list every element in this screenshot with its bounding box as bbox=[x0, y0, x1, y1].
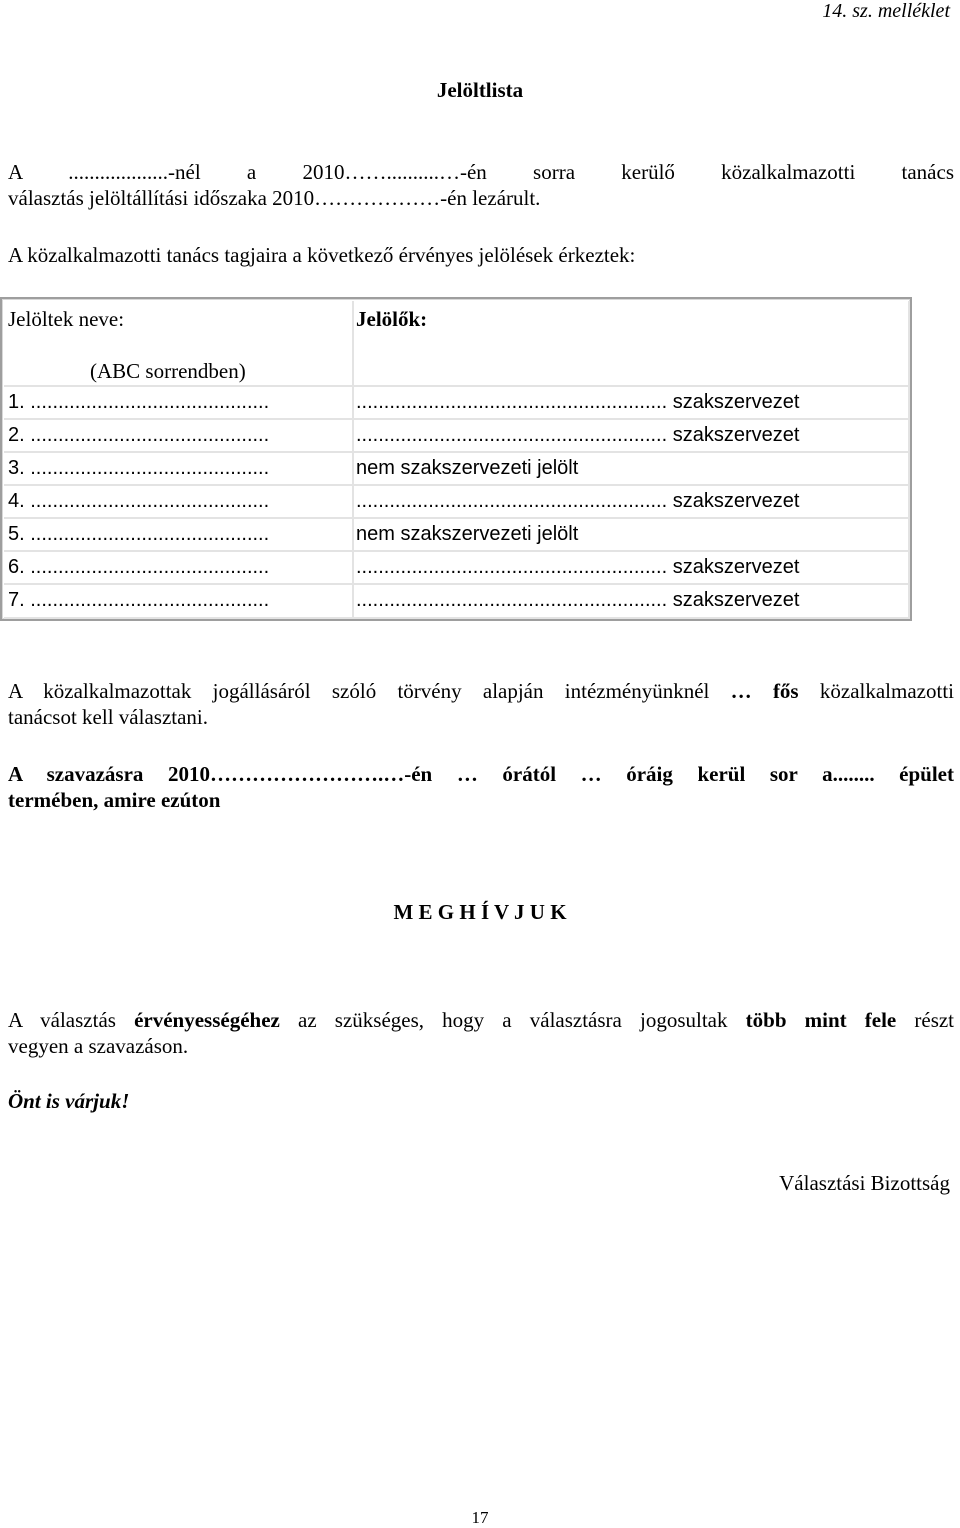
header-cell-nominators bbox=[354, 301, 910, 387]
table-row-6-nominator: ........................................................ szakszervezet bbox=[354, 552, 910, 585]
table-row-1-nominator: ........................................................ szakszervezet bbox=[354, 387, 910, 420]
table-row-7-name: 7. ........................................... bbox=[4, 585, 354, 619]
table-row-5-name: 5. ........................................... bbox=[4, 519, 354, 552]
table-row-1-name: 1. ........................................... bbox=[4, 387, 354, 420]
table-row-6-name: 6. ........................................... bbox=[4, 552, 354, 585]
table-row-3-nominator: nem szakszervezeti jelölt bbox=[354, 453, 910, 486]
vote-line-1: A szavazásra 2010…………………….…-én … órától … óráig kerül sor a........ épület bbox=[8, 762, 954, 786]
col-header-nominators: Jelölők: bbox=[356, 307, 428, 331]
vote-paragraph bbox=[8, 761, 954, 813]
table-row-7-nominator: ........................................................ szakszervezet bbox=[354, 585, 910, 619]
invitation-heading: M E G H Í V J U K bbox=[393, 900, 567, 924]
law-paragraph bbox=[8, 678, 954, 730]
law-line-2: tanácsot kell választani. bbox=[8, 705, 209, 729]
vote-line-2: termében, amire ezúton bbox=[8, 788, 221, 812]
law-line-1: A közalkalmazottak jogállásáról szóló törvény alapján intézményünknél … fős közalkalmazotti bbox=[8, 679, 954, 703]
table-row-2-name: 2. ........................................... bbox=[4, 420, 354, 453]
table-row-5-nominator: nem szakszervezeti jelölt bbox=[354, 519, 910, 552]
validity-line-1: A választás érvényességéhez az szükséges, hogy a választásra jogosultak több mint fele részt bbox=[8, 1008, 955, 1032]
table-row-3-name: 3. ........................................... bbox=[4, 453, 354, 486]
validity-line-2: vegyen a szavazáson. bbox=[8, 1034, 189, 1058]
table-row-4-name: 4. ........................................... bbox=[4, 486, 354, 519]
validity-paragraph bbox=[8, 1007, 954, 1059]
col-subheader-abc: (ABC sorrendben) bbox=[90, 359, 246, 383]
table-row-2-nominator: ........................................................ szakszervezet bbox=[354, 420, 910, 453]
nominations-lead: A közalkalmazotti tanács tagjaira a következő érvényes jelölések érkeztek: bbox=[8, 243, 636, 267]
table-row-4-nominator: ........................................................ szakszervezet bbox=[354, 486, 910, 519]
annex-label: 14. sz. melléklet bbox=[822, 0, 950, 22]
candidate-table bbox=[0, 297, 912, 621]
intro-line-2: választás jelöltállítási időszaka 2010………………-én lezárult. bbox=[8, 186, 541, 210]
intro-line-1: A ...................-nél a 2010……..........…-én sorra kerülő közalkalmazotti tanács bbox=[8, 160, 954, 184]
intro-paragraph bbox=[8, 159, 954, 211]
col-header-candidates: Jelöltek neve: bbox=[8, 307, 125, 331]
welcome-text: Önt is várjuk! bbox=[8, 1089, 130, 1113]
document-title: Jelöltlista bbox=[436, 78, 524, 102]
header-cell-candidates bbox=[4, 301, 354, 387]
council-size: … fős bbox=[730, 679, 799, 703]
page-number: 17 bbox=[471, 1508, 489, 1527]
signature: Választási Bizottság bbox=[779, 1171, 950, 1195]
